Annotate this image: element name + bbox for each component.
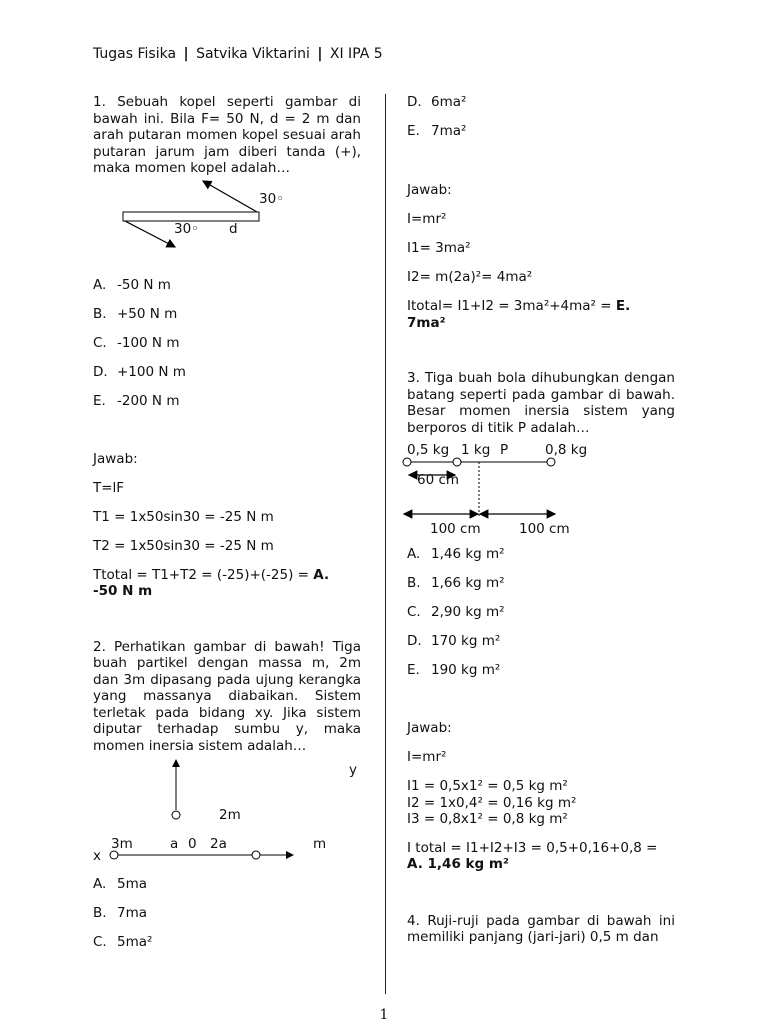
answer-heading: Jawab: [93,450,138,467]
option: A. 5ma [93,876,148,892]
header-separator: | [183,46,189,62]
ball-1kg [453,458,461,466]
couple-figure [93,177,361,259]
angle-label-top: 30◦ [259,190,285,207]
ball-0-5kg [403,458,411,466]
option: E. 190 kg m² [407,662,501,678]
right-column [407,94,675,946]
mass-label-0-8kg: 0,8 kg [545,442,588,458]
mass-label-2m: 2m [219,807,241,823]
ball-0-8kg [547,458,555,466]
distance-label-2a: 2a [210,836,227,852]
answer-line: T2 = 1x50sin30 = -25 N m [93,537,274,554]
couple-diagram [93,177,361,259]
rod-rect [123,212,259,221]
answer-value: -50 N m [93,583,153,599]
mass-3m [110,851,118,859]
ball-rod-figure [407,436,675,546]
y-axis-label: y [349,762,357,778]
question-1-options [93,277,361,410]
left-column [93,94,361,963]
question-3-text: 3. Tiga buah bola dihubungkan dengan batang seperti pada gambar di bawah. Besar momen inersia sistem yang berporos di titik P adalah… [407,370,675,436]
answer-formula: I=mr² [407,749,447,765]
origin-label: 0 [188,836,197,852]
option: D. +100 N m [93,363,186,380]
answer-line: I1 = 0,5x1² = 0,5 kg m² [407,778,568,794]
option: E. 7ma² [407,123,467,139]
option: B. 1,66 kg m² [407,575,505,591]
distance-label-a: a [170,836,179,852]
distance-label-60cm: 60 cm [417,472,460,488]
answer-line: I3 = 0,8x1² = 0,8 kg m² [407,811,568,827]
question-3-answer [407,720,675,873]
option: A. 1,46 kg m² [407,546,505,562]
option: D. 170 kg m² [407,633,501,649]
option: D. 6ma² [407,94,467,110]
option: E. -200 N m [93,392,180,409]
answer-heading: Jawab: [407,720,452,736]
answer-value: 7ma² [407,314,446,331]
question-4-text: 4. Ruji-ruji pada gambar di bawah ini memiliki panjang (jari-jari) 0,5 m dan [407,912,675,945]
answer-line: T1 = 1x50sin30 = -25 N m [93,508,274,525]
option: A. -50 N m [93,276,171,293]
question-3-options [407,546,675,679]
option: C. 2,90 kg m² [407,604,505,620]
answer-line: T=lF [93,479,125,496]
answer-total: Itotal= I1+I2 = 3ma²+4ma² = E. [407,298,631,314]
answer-heading: Jawab: [407,182,452,198]
question-1-answer [93,451,361,600]
option: B. +50 N m [93,305,178,322]
page-number: 1 [379,1007,389,1023]
mass-label-m: m [313,836,327,852]
question-2-answer [407,182,675,331]
header-course: Tugas Fisika [93,46,177,62]
answer-line: I1= 3ma² [407,240,471,256]
option: C. 5ma² [93,934,153,950]
particle-figure [93,754,361,866]
mass-2m [172,811,180,819]
mass-m [252,851,260,859]
header-class: XI IPA 5 [329,46,383,62]
answer-value: A. 1,46 kg m² [407,856,509,872]
option: C. -100 N m [93,334,180,351]
option: B. 7ma [93,905,148,921]
header-student-name: Satvika Viktarini [196,46,310,62]
question-2-text: 2. Perhatikan gambar di bawah! Tiga buah partikel dengan massa m, 2m dan 3m dipasang pada ujung kerangka yang massanya diabaikan. Sistem terletak pada bidang xy. Jika sistem diputar terhadap sumbu y, maka momen inersia sistem adalah… [93,638,361,754]
answer-line: I2 = 1x0,4² = 0,16 kg m² [407,794,577,811]
question-1-text: 1. Sebuah kopel seperti gambar di bawah ini. Bila F= 50 N, d = 2 m dan arah putaran momen kopel sesuai arah putaran jarum jam diberi tanda (+), maka momen kopel adalah… [93,94,361,176]
page-header [93,46,383,62]
pivot-label-p: P [500,442,509,458]
force-arrow-top [203,181,257,212]
distance-label-100cm-right: 100 cm [519,521,570,537]
angle-label-bottom: 30◦ [174,220,200,237]
distance-label-100cm-left: 100 cm [430,521,481,537]
answer-total: I total = I1+I2+I3 = 0,5+0,16+0,8 = [407,839,658,856]
question-2-options-right [407,94,675,140]
force-arrow-bottom [125,221,175,247]
question-2-options-left [93,876,361,951]
x-axis-label: x [93,848,101,864]
mass-label-1kg: 1 kg [461,442,491,458]
answer-line: I2= m(2a)²= 4ma² [407,269,533,285]
distance-label-d: d [229,220,238,237]
answer-line: I=mr² [407,211,447,227]
header-separator: | [317,46,323,62]
column-divider [385,94,386,994]
mass-label-3m: 3m [111,836,133,852]
answer-total: Ttotal = T1+T2 = (-25)+(-25) = A. [93,566,330,583]
mass-label-0-5kg: 0,5 kg [407,442,450,458]
